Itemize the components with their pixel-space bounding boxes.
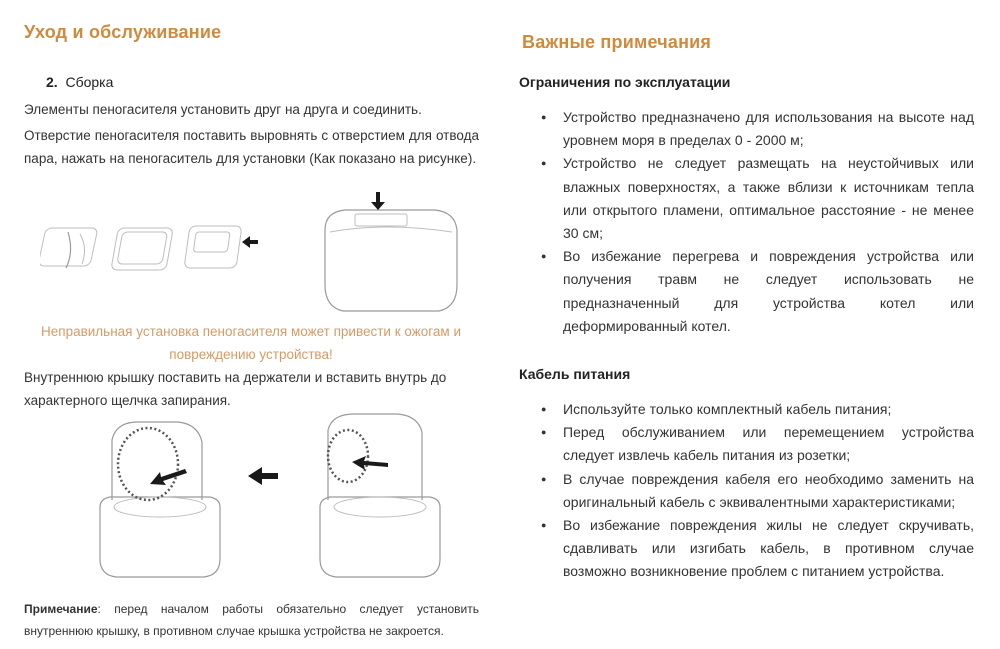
power-cable-list — [519, 398, 974, 584]
lid-arrow-icon — [352, 456, 388, 470]
list-item: ● Во избежание повреждения жилы не следует скручивать, сдавливать или изгибать кабель, в противном случае возможно возникновение проблем с питанием устройства. — [519, 514, 974, 584]
power-cable-heading: Кабель питания — [519, 366, 631, 382]
list-item: ● В случае повреждения кабеля его необходимо заменить на оригинальный кабель с эквивалентными характеристиками; — [519, 468, 974, 514]
list-item: ● Перед обслуживанием или перемещением устройства следует извлечь кабель питания из розетки; — [519, 421, 974, 467]
assembly-paragraph-2: Отверстие пеногасителя поставить выровнять с отверстием для отвода пара, нажать на пеногаситель для установки (Как показано на рисунке). — [24, 128, 479, 166]
rice-cooker-top-image — [325, 192, 457, 311]
arrow-down-icon — [371, 192, 385, 210]
note-text: : перед началом работы обязательно следует установить внутреннюю крышку, в противном случае крышка устройства не закроется. — [24, 602, 479, 638]
separator-parts-image — [40, 228, 98, 268]
list-item: ● Во избежание перегрева и повреждения устройства или получения травм не следует использовать не предназначенный для устройства котел или деформированный котел. — [519, 245, 974, 338]
separator-stacked-image — [111, 228, 173, 270]
note-block — [24, 598, 479, 642]
list-item: ● Устройство не следует размещать на неустойчивых или влажных поверхностях, а также вблизи к источникам тепла или открытого пламени, оптимальное расстояние - не менее 30 см; — [519, 152, 974, 245]
separator-press-image — [184, 226, 258, 268]
lid-arrow-icon — [150, 469, 187, 485]
list-item: ● Устройство предназначено для использования на высоте над уровнем моря в пределах 0 - 2000 м; — [519, 106, 974, 152]
operating-limits-list — [519, 106, 974, 338]
operating-limits-heading: Ограничения по эксплуатации — [519, 74, 731, 90]
foam-separator-illustration — [40, 190, 485, 320]
cooker-lid-open-image — [320, 414, 440, 577]
arrow-left-icon — [242, 236, 258, 248]
list-item: ● Используйте только комплектный кабель питания; — [519, 398, 974, 421]
assembly-paragraph-1: Элементы пеногасителя установить друг на друга и соединить. — [24, 102, 422, 117]
step-title: Сборка — [65, 74, 114, 90]
assembly-paragraph-3: Внутреннюю крышку поставить на держатели и вставить внутрь до характерного щелчка запирания. — [24, 370, 447, 408]
step-heading — [46, 74, 113, 90]
left-section-title: Уход и обслуживание — [24, 22, 222, 42]
inner-lid-illustration — [90, 412, 480, 582]
arrow-left-icon — [248, 467, 278, 485]
right-section-title: Важные примечания — [522, 32, 712, 52]
note-label: Примечание — [24, 602, 98, 616]
cooker-lid-installed-image — [100, 422, 220, 577]
step-number: 2. — [46, 74, 58, 90]
warning-text: Неправильная установка пеногасителя может привести к ожогам и повреждению устройства! — [41, 324, 461, 362]
